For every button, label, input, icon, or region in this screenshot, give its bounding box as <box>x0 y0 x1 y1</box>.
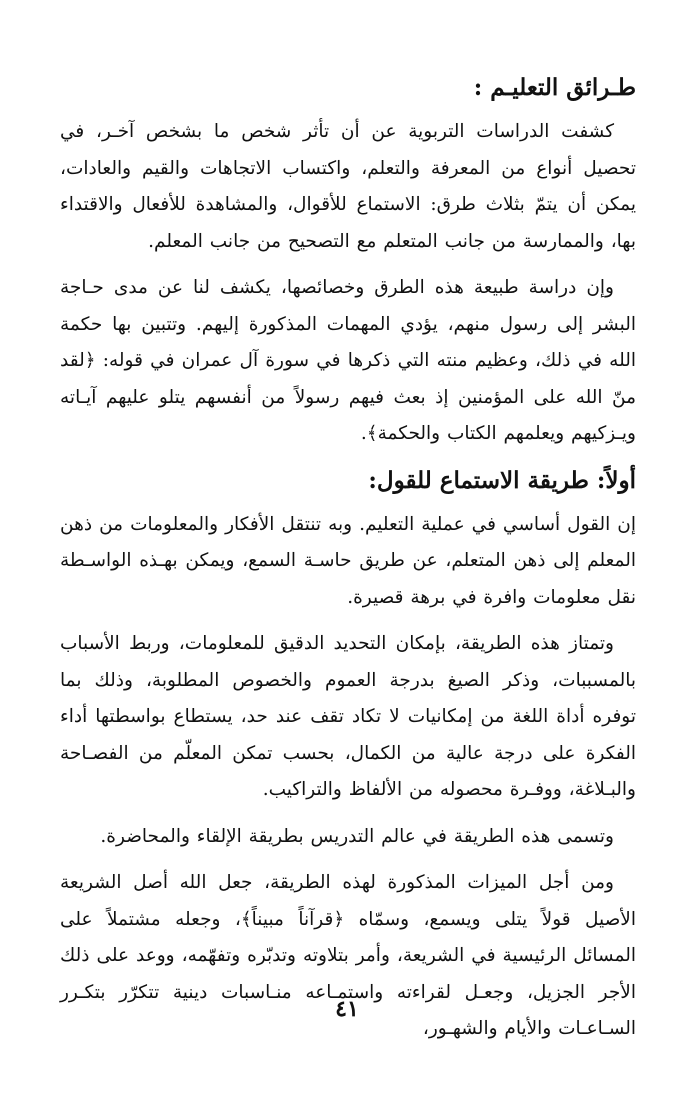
paragraph: كشفت الدراسات التربوية عن أن تأثر شخص ما بشخص آخـر، في تحصيل أنواع من المعرفة والتعلم، واكتساب الاتجاهات والقيم والعادات، يمكن أن يتمّ بثلاث طرق: الاستماع للأقوال، والمشاهدة للأفعال والاقتداء بها، والممارسة من جانب المتعلم مع التصحيح من جانب المعلم. <box>60 121 636 252</box>
paragraph: إن القول أساسي في عملية التعليم. وبه تنتقل الأفكار والمعلومات من ذهن المعلم إلى ذهن المتعلم، عن طريق حاسـة السمع، ويمكن بهـذه الواسـطة نقل معلومات وافرة في برهة قصيرة. <box>60 513 636 608</box>
paragraph: وإن دراسة طبيعة هذه الطرق وخصائصها، يكشف لنا عن مدى حـاجة البشر إلى رسول منهم، يؤدي المهمات المذكورة إليهم. وتتبين بها حكمة الله في ذلك، وعظيم منته التي ذكرها في سورة آل عمران في قوله: ﴿لقد منّ الله على المؤمنين إذ بعث فيهم رسولاً من أنفسهم يتلو عليهم آيـاته ويـزكيهم ويعلمهم الكتاب والحكمة﴾. <box>60 277 636 444</box>
paragraph: ومن أجل الميزات المذكورة لهذه الطريقة، جعل الله أصل الشريعة الأصيل قولاً يتلى ويسمع، وسمّاه ﴿قرآناً مبيناً﴾، وجعله مشتملاً على المسائل الرئيسية في الشريعة، وأمر بتلاوته وتدبّره وتفهّمه، ووعد على ذلك الأجر الجزيل، وجعـل لقراءته واستمـاعه منـاسبات دينية تتكرّر بتكـرر السـاعـات والأيام والشهـور، <box>60 872 636 1039</box>
page-number: ٤١ <box>335 996 359 1022</box>
section-heading-teaching-methods: طـرائق التعليـم : <box>473 74 636 101</box>
paragraph: وتسمى هذه الطريقة في عالم التدريس بطريقة الإلقاء والمحاضرة. <box>100 825 614 847</box>
document-page <box>60 70 636 1039</box>
section-heading-listening-method: أولاً: طريقة الاستماع للقول: <box>368 466 636 494</box>
paragraph: وتمتاز هذه الطريقة، بإمكان التحديد الدقيق للمعلومات، وربط الأسباب بالمسببات، وذكر الصيغ بدرجة العموم والخصوص المطلوبة، وذلك بما توفره أداة اللغة من إمكانيات لا تكاد تقف عند حد، يستطاع بواسطتها أداء الفكرة على درجة عالية من الكمال، بحسب تمكن المعلّم من الفصـاحة والبـلاغة، ووفـرة محصوله من الألفاظ والتراكيب. <box>60 633 636 800</box>
